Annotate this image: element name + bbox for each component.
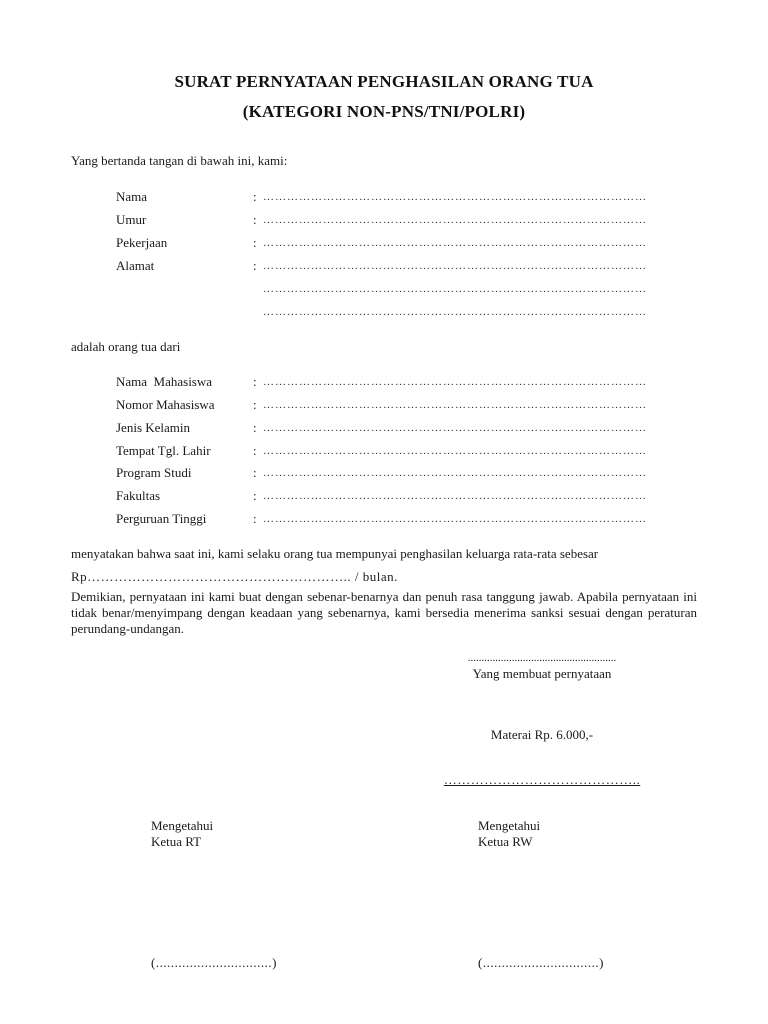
field-row-perguruan-tinggi <box>116 510 686 528</box>
document-title: SURAT PERNYATAAN PENGHASILAN ORANG TUA <box>174 72 594 91</box>
date-line: ...................................................... <box>467 652 617 664</box>
field-colon: : <box>253 189 257 204</box>
field-label: Umur <box>116 212 147 227</box>
field-colon: : <box>253 443 257 458</box>
field-row-program-studi <box>116 464 686 482</box>
closing-text: Demikian, pernyataan ini kami buat dengan sebenar-benarnya dan penuh rasa tanggung jawab. Apabila pernyataan ini tidak benar/menyimpang dengan keadaan yang sebenarnya, kami bersedia menerima sanksi sesuai dengan peraturan perundang-undangan. <box>71 589 697 636</box>
witness-rt-name-line: (...............................) <box>151 955 277 970</box>
witness-rw-title: Mengetahui <box>478 818 541 833</box>
witness-rw-name-line: (...............................) <box>478 955 604 970</box>
maker-label: Yang membuat pernyataan <box>472 666 612 681</box>
field-colon: : <box>253 258 257 273</box>
field-colon: : <box>253 511 257 526</box>
fill-line: …………………………………………………………………………………… <box>263 467 647 479</box>
field-label: Nomor Mahasiswa <box>116 397 215 412</box>
field-label: Perguruan Tinggi <box>116 511 207 526</box>
field-label: Pekerjaan <box>116 235 168 250</box>
field-colon: : <box>253 397 257 412</box>
fill-line: …………………………………………………………………………………… <box>263 490 647 502</box>
fill-line: …………………………………………………………………………………… <box>263 422 647 434</box>
statement-text: menyatakan bahwa saat ini, kami selaku orang tua mempunyai penghasilan keluarga rata-rata sebesar <box>71 546 599 561</box>
field-row-tempat-tgl-lahir <box>116 442 686 460</box>
fill-line: …………………………………………………………………………………… <box>263 376 647 388</box>
field-row-pekerjaan <box>116 234 686 252</box>
income-line: Rp………………………………………………….. / bulan. <box>71 569 398 584</box>
field-row-nomor-mahasiswa <box>116 396 686 414</box>
field-colon: : <box>253 212 257 227</box>
field-colon: : <box>253 465 257 480</box>
field-row-fakultas <box>116 487 686 505</box>
witness-rt-title: Mengetahui <box>151 818 214 833</box>
field-colon: : <box>253 374 257 389</box>
student-intro-text: adalah orang tua dari <box>71 339 181 354</box>
fill-line: …………………………………………………………………………………… <box>263 513 647 525</box>
fill-line: …………………………………………………………………………………… <box>263 306 647 318</box>
fill-line: …………………………………………………………………………………… <box>263 445 647 457</box>
field-row-alamat-cont <box>116 280 686 298</box>
fill-line: …………………………………………………………………………………… <box>263 191 647 203</box>
field-colon: : <box>253 488 257 503</box>
field-label: Nama Mahasiswa <box>116 374 213 389</box>
document-subtitle: (KATEGORI NON-PNS/TNI/POLRI) <box>242 102 526 121</box>
field-colon: : <box>253 235 257 250</box>
fill-line: …………………………………………………………………………………… <box>263 214 647 226</box>
field-label: Jenis Kelamin <box>116 420 191 435</box>
witness-rt <box>151 818 213 850</box>
fill-line: …………………………………………………………………………………… <box>263 283 647 295</box>
intro-text: Yang bertanda tangan di bawah ini, kami: <box>71 153 288 168</box>
witness-rw-role: Ketua RW <box>478 834 533 849</box>
field-label: Nama <box>116 189 148 204</box>
field-row-alamat-cont <box>116 303 686 321</box>
field-row-nama <box>116 188 686 206</box>
fill-line: …………………………………………………………………………………… <box>263 260 647 272</box>
field-label: Fakultas <box>116 488 161 503</box>
witness-rt-role: Ketua RT <box>151 834 202 849</box>
witness-rw <box>478 818 540 850</box>
field-label: Tempat Tgl. Lahir <box>116 443 211 458</box>
field-label: Program Studi <box>116 465 192 480</box>
field-row-jenis-kelamin <box>116 419 686 437</box>
fill-line: …………………………………………………………………………………… <box>263 237 647 249</box>
field-row-nama-mahasiswa <box>116 373 686 391</box>
field-colon: : <box>253 420 257 435</box>
field-row-alamat <box>116 257 686 275</box>
field-row-umur <box>116 211 686 229</box>
fill-line: …………………………………………………………………………………… <box>263 399 647 411</box>
stamp-label: Materai Rp. 6.000,- <box>490 727 594 742</box>
field-label: Alamat <box>116 258 155 273</box>
signer-name-line: …………………………………….. <box>443 772 641 787</box>
